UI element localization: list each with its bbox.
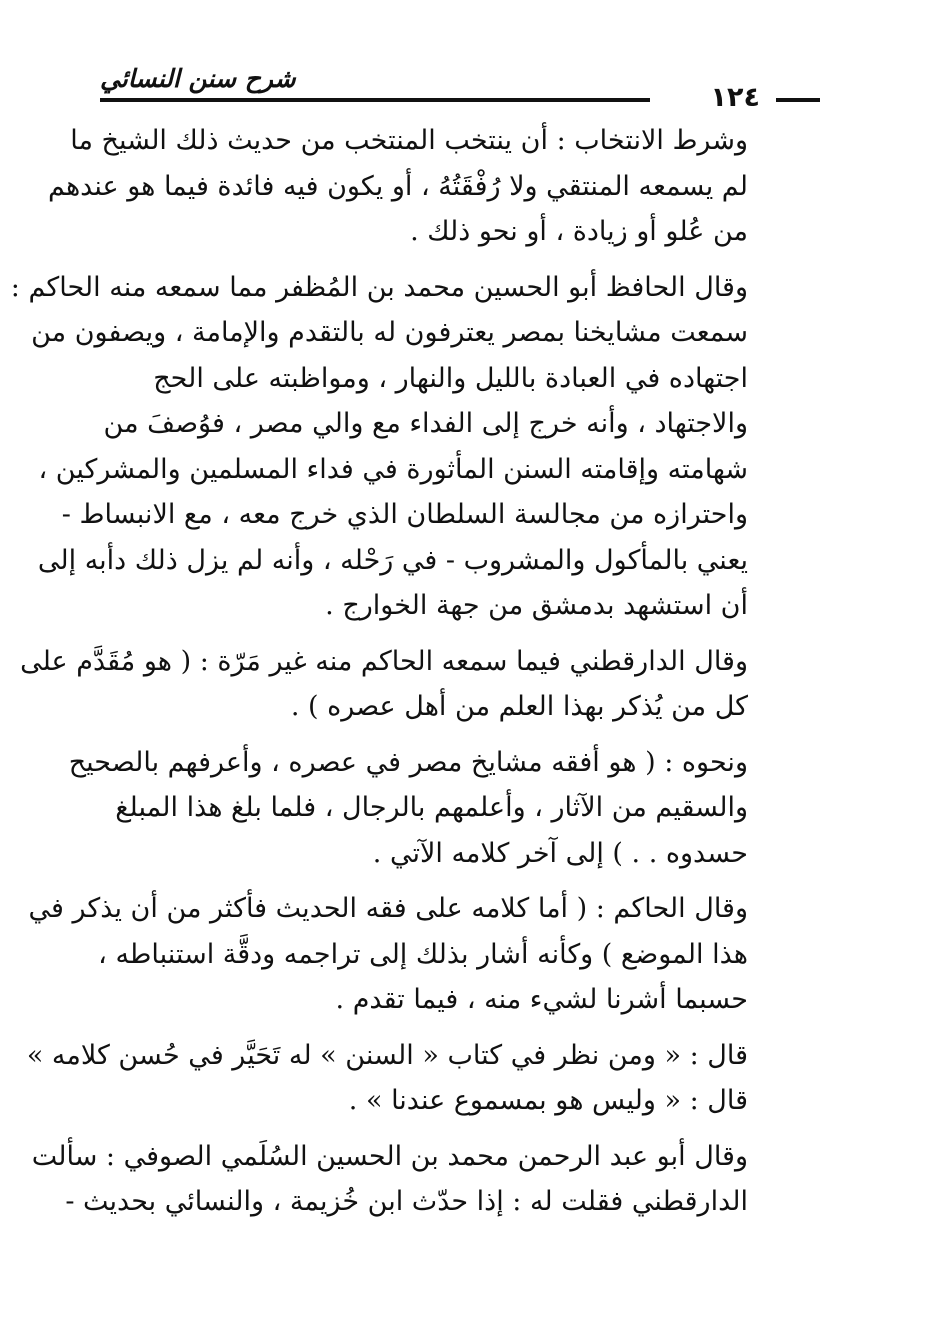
text-line: لم يسمعه المنتقي ولا رُفْقَتُهُ ، أو يكون فيه فائدة فيما هو عندهم — [47, 170, 748, 202]
text-line: يعني بالمأكول والمشروب - في رَحْله ، وأنه لم يزل ذلك دأبه إلى — [37, 544, 748, 576]
text-line: حسدوه . . ) إلى آخر كلامه الآتي . — [372, 837, 748, 869]
paragraph — [68, 740, 748, 877]
text-line: والسقيم من الآثار ، وأعلمهم بالرجال ، فلما بلغ هذا المبلغ — [115, 792, 748, 823]
paragraph — [28, 886, 748, 1023]
text-line: قال : « ومن نظر في كتاب « السنن » له تَحَيَّر في حُسن كلامه » — [26, 1039, 748, 1071]
body-text — [10, 118, 748, 1235]
paragraph — [26, 1033, 748, 1124]
text-line: اجتهاده في العبادة بالليل والنهار ، ومواظبته على الحج — [153, 362, 748, 394]
paragraph — [10, 265, 748, 629]
text-line: الدارقطني فقلت له : إذا حدّث ابن خُزيمة ، والنسائي بحديث - — [65, 1186, 748, 1217]
text-line: وشرط الانتخاب : أن ينتخب المنتخب من حديث ذلك الشيخ ما — [70, 125, 748, 156]
paragraph — [47, 118, 748, 255]
text-line: سمعت مشايخنا بمصر يعترفون له بالتقدم والإمامة ، ويصفون من — [31, 317, 748, 348]
text-line: وقال الحافظ أبو الحسين محمد بن المُظفر مما سمعه منه الحاكم : — [10, 271, 748, 303]
text-line: قال : « وليس هو بمسموع عندنا » . — [348, 1085, 748, 1116]
text-line: حسبما أشرنا لشيء منه ، فيما تقدم . — [335, 984, 748, 1015]
text-line: واحترازه من مجالسة السلطان الذي خرج معه ، مع الانبساط - — [61, 499, 748, 530]
text-line: شهامته وإقامته السنن المأثورة في فداء المسلمين والمشركين ، — [38, 453, 748, 485]
paragraph — [20, 639, 748, 730]
text-line: وقال أبو عبد الرحمن محمد بن الحسين السُلَمي الصوفي : سألت — [31, 1140, 748, 1172]
text-line: هذا الموضع ) وكأنه أشار بذلك إلى تراجمه ودقَّة استنباطه ، — [98, 938, 748, 970]
text-line: أن استشهد بدمشق من جهة الخوارج . — [325, 590, 748, 621]
header-rule — [100, 98, 650, 102]
text-line: وقال الحاكم : ( أما كلامه على فقه الحديث فأكثر من أن يذكر في — [28, 893, 748, 924]
running-title: شرح سنن النسائي — [100, 64, 296, 93]
page-header — [100, 64, 760, 113]
text-line: وقال الدارقطني فيما سمعه الحاكم منه غير مَرّة : ( هو مُقَدَّم على — [20, 645, 748, 677]
text-line: كل من يُذكر بهذا العلم من أهل عصره ) . — [290, 691, 748, 722]
text-line: والاجتهاد ، وأنه خرج إلى الفداء مع والي مصر ، فوُصفَ من — [103, 408, 748, 439]
paragraph — [31, 1134, 748, 1225]
text-line: ونحوه : ( هو أفقه مشايخ مصر في عصره ، وأعرفهم بالصحيح — [68, 746, 748, 778]
page-number: ١٢٤ — [710, 82, 760, 113]
text-line: من عُلو أو زيادة ، أو نحو ذلك . — [410, 216, 748, 247]
